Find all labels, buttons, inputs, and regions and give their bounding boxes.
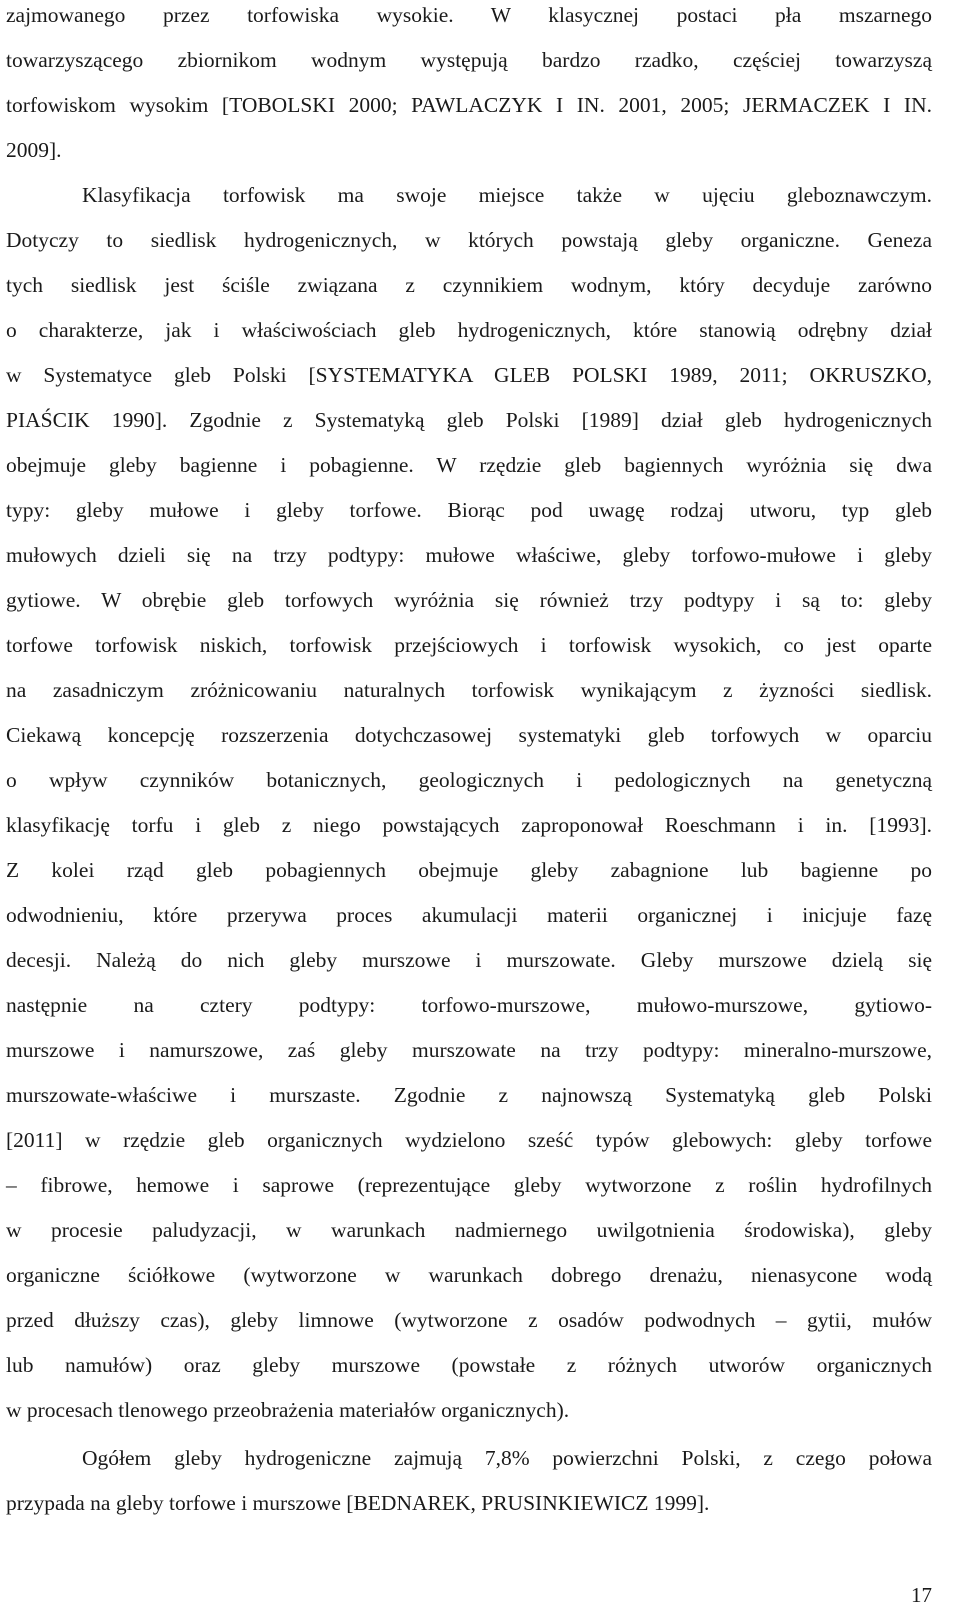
- text-line: o wpływ czynników botanicznych, geologicznych i pedologicznych na genetyczną: [6, 768, 932, 792]
- text-line: Dotyczy to siedlisk hydrogenicznych, w których powstają gleby organiczne. Geneza: [6, 228, 932, 252]
- text-line: towarzyszącego zbiornikom wodnym występują bardzo rzadko, częściej towarzyszą: [6, 48, 932, 72]
- text-line: torfowiskom wysokim [TOBOLSKI 2000; PAWLACZYK I IN. 2001, 2005; JERMACZEK I IN.: [6, 93, 932, 117]
- text-line: na zasadniczym zróżnicowaniu naturalnych torfowisk wynikającym z żyzności siedlisk.: [6, 678, 932, 702]
- text-line: typy: gleby mułowe i gleby torfowe. Biorąc pod uwagę rodzaj utworu, typ gleb: [6, 498, 932, 522]
- text-line: Ciekawą koncepcję rozszerzenia dotychczasowej systematyki gleb torfowych w oparciu: [6, 723, 932, 747]
- text-line: PIAŚCIK 1990]. Zgodnie z Systematyką gleb Polski [1989] dział gleb hydrogenicznych: [6, 408, 932, 432]
- text-line: 2009].: [6, 138, 62, 162]
- text-line: murszowe i namurszowe, zaś gleby murszowate na trzy podtypy: mineralno-murszowe,: [6, 1038, 932, 1062]
- text-line: decesji. Należą do nich gleby murszowe i murszowate. Gleby murszowe dzielą się: [6, 948, 932, 972]
- text-line: odwodnieniu, które przerywa proces akumulacji materii organicznej i inicjuje fazę: [6, 903, 932, 927]
- text-line: w procesach tlenowego przeobrażenia materiałów organicznych).: [6, 1398, 570, 1422]
- page-number: 17: [911, 1583, 932, 1607]
- text-line: przed dłuższy czas), gleby limnowe (wytworzone z osadów podwodnych – gytii, mułów: [6, 1308, 932, 1332]
- text-line: przypada na gleby torfowe i murszowe [BEDNAREK, PRUSINKIEWICZ 1999].: [6, 1491, 710, 1515]
- text-line: organiczne ściółkowe (wytworzone w warunkach dobrego drenażu, nienasycone wodą: [6, 1263, 932, 1287]
- text-line: torfowe torfowisk niskich, torfowisk przejściowych i torfowisk wysokich, co jest oparte: [6, 633, 932, 657]
- text-line: o charakterze, jak i właściwościach gleb hydrogenicznych, które stanowią odrębny dział: [6, 318, 932, 342]
- text-line: gytiowe. W obrębie gleb torfowych wyróżnia się również trzy podtypy i są to: gleby: [6, 588, 932, 612]
- text-line: – fibrowe, hemowe i saprowe (reprezentujące gleby wytworzone z roślin hydrofilnych: [6, 1173, 932, 1197]
- text-line: murszowate-właściwe i murszaste. Zgodnie z najnowszą Systematyką gleb Polski: [6, 1083, 932, 1107]
- text-line: tych siedlisk jest ściśle związana z czynnikiem wodnym, który decyduje zarówno: [6, 273, 932, 297]
- text-line: klasyfikację torfu i gleb z niego powstających zaproponował Roeschmann i in. [1993].: [6, 813, 932, 837]
- text-line: [2011] w rzędzie gleb organicznych wydzielono sześć typów glebowych: gleby torfowe: [6, 1128, 932, 1152]
- text-line: Z kolei rząd gleb pobagiennych obejmuje gleby zabagnione lub bagienne po: [6, 858, 932, 882]
- text-line: mułowych dzieli się na trzy podtypy: mułowe właściwe, gleby torfowo-mułowe i gleby: [6, 543, 932, 567]
- text-line: Klasyfikacja torfowisk ma swoje miejsce także w ujęciu gleboznawczym.: [82, 183, 932, 207]
- text-line: Ogółem gleby hydrogeniczne zajmują 7,8% powierzchni Polski, z czego połowa: [82, 1446, 932, 1470]
- text-line: w procesie paludyzacji, w warunkach nadmiernego uwilgotnienia środowiska), gleby: [6, 1218, 932, 1242]
- text-line: zajmowanego przez torfowiska wysokie. W klasycznej postaci pła mszarnego: [6, 3, 932, 27]
- text-line: w Systematyce gleb Polski [SYSTEMATYKA GLEB POLSKI 1989, 2011; OKRUSZKO,: [6, 363, 932, 387]
- text-line: obejmuje gleby bagienne i pobagienne. W rzędzie gleb bagiennych wyróżnia się dwa: [6, 453, 932, 477]
- text-line: następnie na cztery podtypy: torfowo-murszowe, mułowo-murszowe, gytiowo-: [6, 993, 932, 1017]
- text-line: lub namułów) oraz gleby murszowe (powstałe z różnych utworów organicznych: [6, 1353, 932, 1377]
